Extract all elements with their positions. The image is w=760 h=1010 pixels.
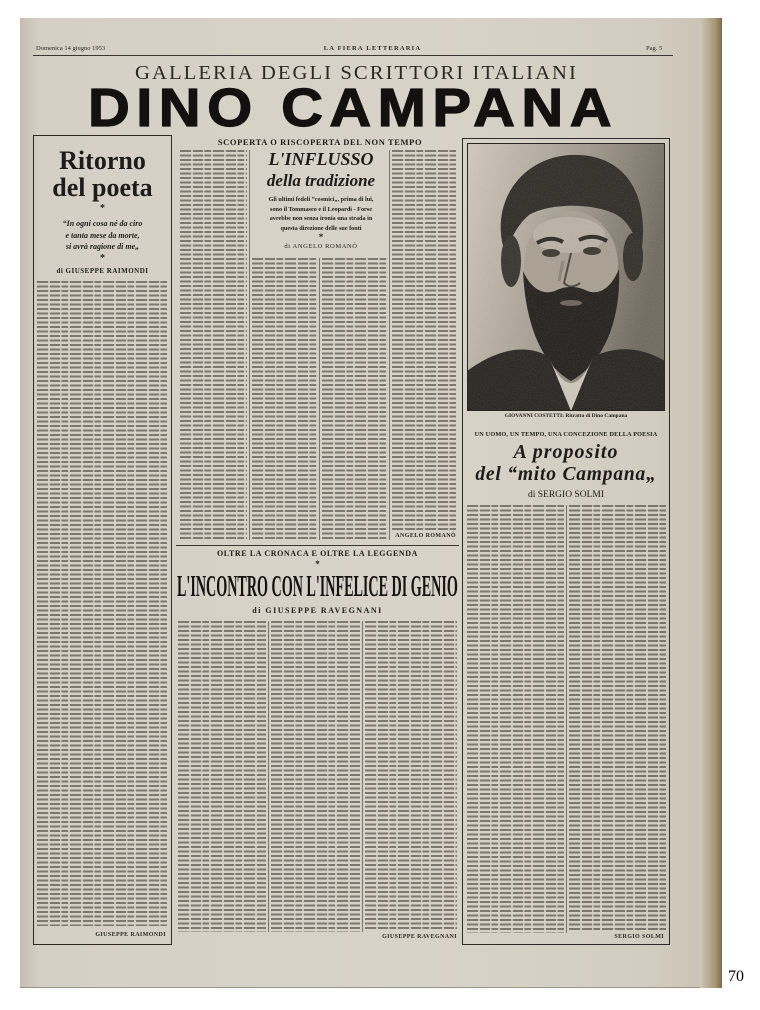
bottom-article-title-box: [177, 570, 458, 602]
ornament: *: [315, 559, 320, 569]
center-article-byline: di ANGELO ROMANÒ: [284, 243, 358, 250]
center-article-kicker: SCOPERTA O RISCOPERTA DEL NON TEMPO: [217, 137, 423, 147]
column-rule: [362, 621, 363, 932]
left-article-epigraph: [34, 218, 171, 253]
masthead-rule: [33, 55, 673, 56]
main-title: DINO CAMPANA: [88, 84, 618, 132]
deck-line: Gli ultimi fedeli “cosmici„, prima di lui,: [268, 196, 374, 203]
page-binding-edge: [700, 18, 722, 988]
deck-line: avrebbe non senza ironia una strada in: [269, 215, 373, 222]
right-article-byline: di SERGIO SOLMI: [527, 490, 604, 500]
column-rule: [389, 150, 390, 540]
left-article-title: [34, 147, 171, 201]
column-rule: [319, 258, 320, 540]
bottom-article-column-2: [271, 621, 360, 932]
deck-line: sono il Tommaseo e il Leopardi - Forse: [270, 205, 372, 213]
right-article-column-2: [569, 505, 666, 931]
bottom-article-signature: GIUSEPPE RAVEGNANI: [382, 934, 457, 940]
left-article-title-line: del poeta: [52, 173, 153, 202]
right-article-title-line: del “mito Campana„: [475, 464, 657, 485]
right-article-column-1: [467, 505, 564, 933]
deck-line: questa direzione delle sue fonti: [280, 224, 362, 232]
portrait-caption: GIOVANNI COSTETTI: Ritratto di Dino Campana: [504, 413, 628, 419]
epigraph-line: “In ogni cosa né da ciro: [62, 219, 143, 228]
left-article-byline: di GIUSEPPE RAIMONDI: [56, 267, 149, 275]
right-article-signature: SERGIO SOLMI: [614, 934, 664, 940]
bottom-article-column-1: [178, 621, 266, 932]
portrait-texture: [467, 143, 665, 411]
section-divider-rule: [176, 545, 459, 546]
page-number: 70: [728, 968, 744, 985]
center-article-headline-block: [252, 148, 390, 254]
ornament: *: [100, 203, 105, 214]
center-article-column-4: [392, 150, 456, 530]
left-article-body-text: [37, 281, 167, 926]
column-rule: [268, 621, 269, 932]
right-article-title-line: A proposito: [513, 441, 619, 463]
ornament: *: [100, 253, 105, 264]
center-article-title-line: della tradizione: [266, 171, 376, 190]
center-article-title-line: L'INFLUSSO: [268, 149, 374, 169]
left-article-signature: GIUSEPPE RAIMONDI: [95, 932, 166, 938]
masthead-newspaper-name: LA FIERA LETTERARIA: [323, 45, 422, 52]
center-article-deck: [252, 195, 390, 233]
ornament: *: [318, 232, 324, 242]
right-article-kicker: UN UOMO, UN TEMPO, UNA CONCEZIONE DELLA POESIA: [474, 431, 658, 438]
section-title: GALLERIA DEGLI SCRITTORI ITALIANI: [135, 62, 578, 84]
center-article-column-3: [322, 258, 388, 540]
left-article: [33, 135, 172, 945]
bottom-article-kicker: OLTRE LA CRONACA E OLTRE LA LEGGENDA: [216, 549, 419, 558]
bottom-article-column-3: [365, 621, 457, 929]
left-article-title-line: Ritorno: [59, 146, 146, 175]
bottom-article-byline: di GIUSEPPE RAVEGNANI: [252, 606, 383, 615]
column-rule: [566, 505, 567, 933]
masthead-date: Domenica 14 giugno 1953: [36, 45, 106, 52]
epigraph-line: e tanta mese da morte,: [65, 230, 140, 240]
center-article-column-1: [180, 150, 247, 540]
center-article-column-2: [252, 258, 318, 540]
center-article-signature: ANGELO ROMANÒ: [395, 533, 456, 539]
portrait-image: [467, 143, 665, 411]
bottom-article-title: L'INCONTRO CON L'INFELICE DI GENIO: [177, 570, 458, 602]
section-title-box: [135, 62, 578, 84]
epigraph-line: si avrà ragione di me„: [65, 242, 140, 251]
column-rule: [249, 150, 250, 540]
main-title-box: [88, 84, 618, 132]
masthead-page-number: Pag. 5: [646, 45, 663, 52]
right-article: [462, 138, 670, 945]
